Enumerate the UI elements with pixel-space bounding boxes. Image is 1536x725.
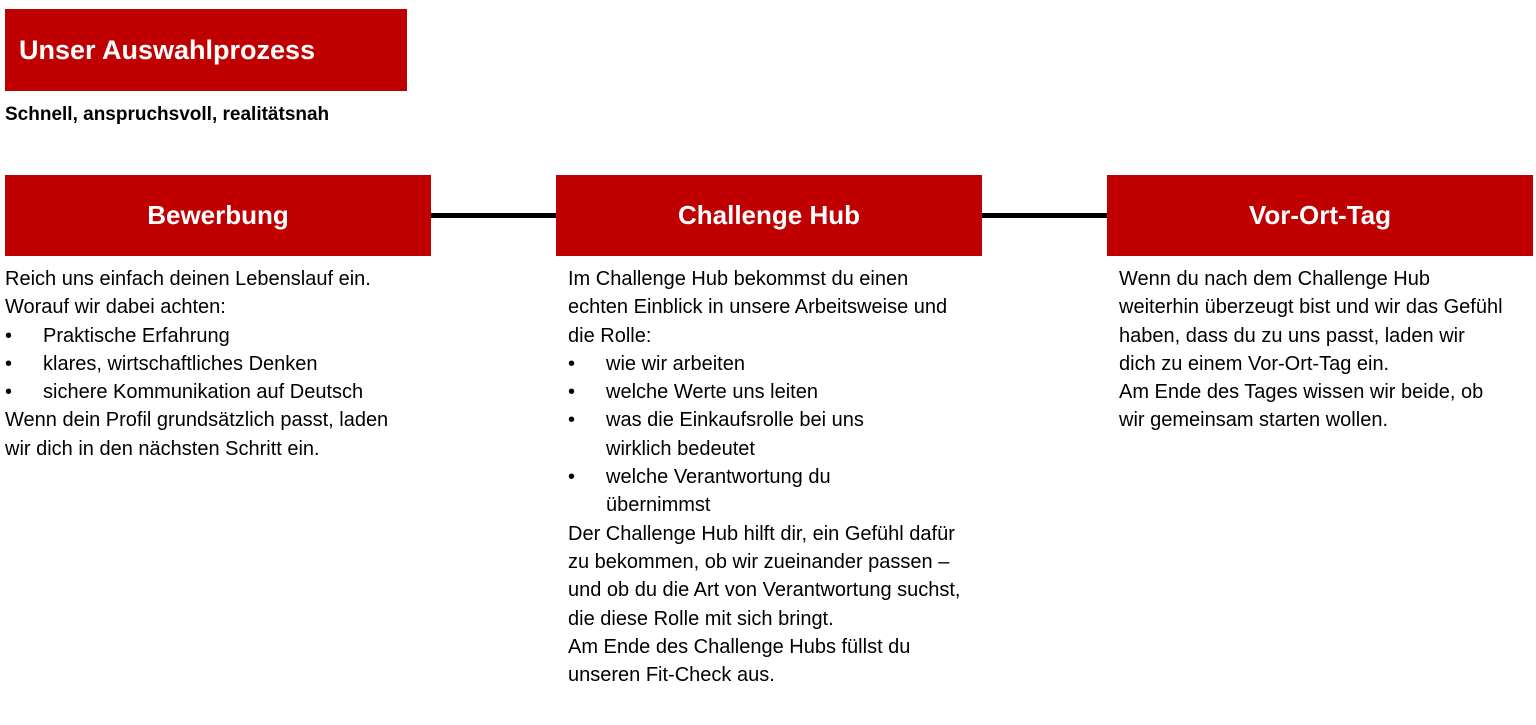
step-outro: Der Challenge Hub hilft dir, ein Gefühl dafür zu bekommen, ob wir zueinander passen – und ob du die Art von Verantwortung suchst, die diese Rolle mit sich bringt. bbox=[568, 522, 961, 630]
step-body-bewerbung bbox=[5, 265, 425, 463]
list-item-text: welche Verantwortung du übernimmst bbox=[606, 466, 831, 517]
page-subtitle: Schnell, anspruchsvoll, realitätsnah bbox=[5, 104, 330, 125]
step-header-vor-ort-tag: Vor-Ort-Tag bbox=[1107, 175, 1533, 256]
list-item-text: klares, wirtschaftliches Denken bbox=[43, 352, 318, 375]
step-intro: Wenn du nach dem Challenge Hub weiterhin überzeugt bist und wir das Gefühl haben, dass du zu uns passt, laden wir dich zu einem Vor-Ort-Tag ein. bbox=[1119, 268, 1503, 375]
step-intro: Im Challenge Hub bekommst du einen echten Einblick in unsere Arbeitsweise und die Rolle: bbox=[568, 268, 948, 347]
step-body-challenge-hub bbox=[568, 265, 973, 689]
list-item-text: sichere Kommunikation auf Deutsch bbox=[43, 381, 364, 404]
step-header-bewerbung: Bewerbung bbox=[5, 175, 431, 256]
bullet-icon: • bbox=[5, 352, 13, 375]
bullet-icon: • bbox=[568, 466, 576, 489]
step-outro: Am Ende des Tages wissen wir beide, ob wir gemeinsam starten wollen. bbox=[1119, 381, 1484, 432]
step-bullet-list bbox=[568, 350, 973, 520]
step-bullet-list bbox=[5, 322, 425, 407]
step-header-challenge-hub: Challenge Hub bbox=[556, 175, 982, 256]
step-intro-secondary: Worauf wir dabei achten: bbox=[5, 296, 226, 319]
list-item-text: was die Einkaufsrolle bei uns wirklich bedeutet bbox=[606, 409, 864, 460]
list-item bbox=[568, 350, 973, 378]
connector-line-2 bbox=[982, 213, 1107, 218]
list-item bbox=[568, 463, 906, 520]
bullet-icon: • bbox=[568, 409, 576, 432]
list-item-text: wie wir arbeiten bbox=[606, 352, 745, 375]
bullet-icon: • bbox=[568, 381, 576, 404]
step-outro: Wenn dein Profil grundsätzlich passt, laden wir dich in den nächsten Schritt ein. bbox=[5, 409, 389, 460]
bullet-icon: • bbox=[5, 324, 13, 347]
bullet-icon: • bbox=[5, 381, 13, 404]
list-item-text: Praktische Erfahrung bbox=[43, 324, 230, 347]
step-intro: Reich uns einfach deinen Lebenslauf ein. bbox=[5, 268, 371, 290]
list-item bbox=[568, 378, 973, 406]
list-item bbox=[5, 350, 425, 378]
bullet-icon: • bbox=[568, 352, 576, 375]
list-item-text: welche Werte uns leiten bbox=[606, 381, 818, 404]
list-item bbox=[5, 322, 425, 350]
list-item bbox=[5, 378, 425, 406]
connector-line-1 bbox=[431, 213, 556, 218]
list-item bbox=[568, 406, 906, 463]
page-title: Unser Auswahlprozess bbox=[5, 9, 407, 91]
step-outro-secondary: Am Ende des Challenge Hubs füllst du unseren Fit-Check aus. bbox=[568, 635, 911, 687]
step-body-vor-ort-tag bbox=[1119, 265, 1524, 435]
